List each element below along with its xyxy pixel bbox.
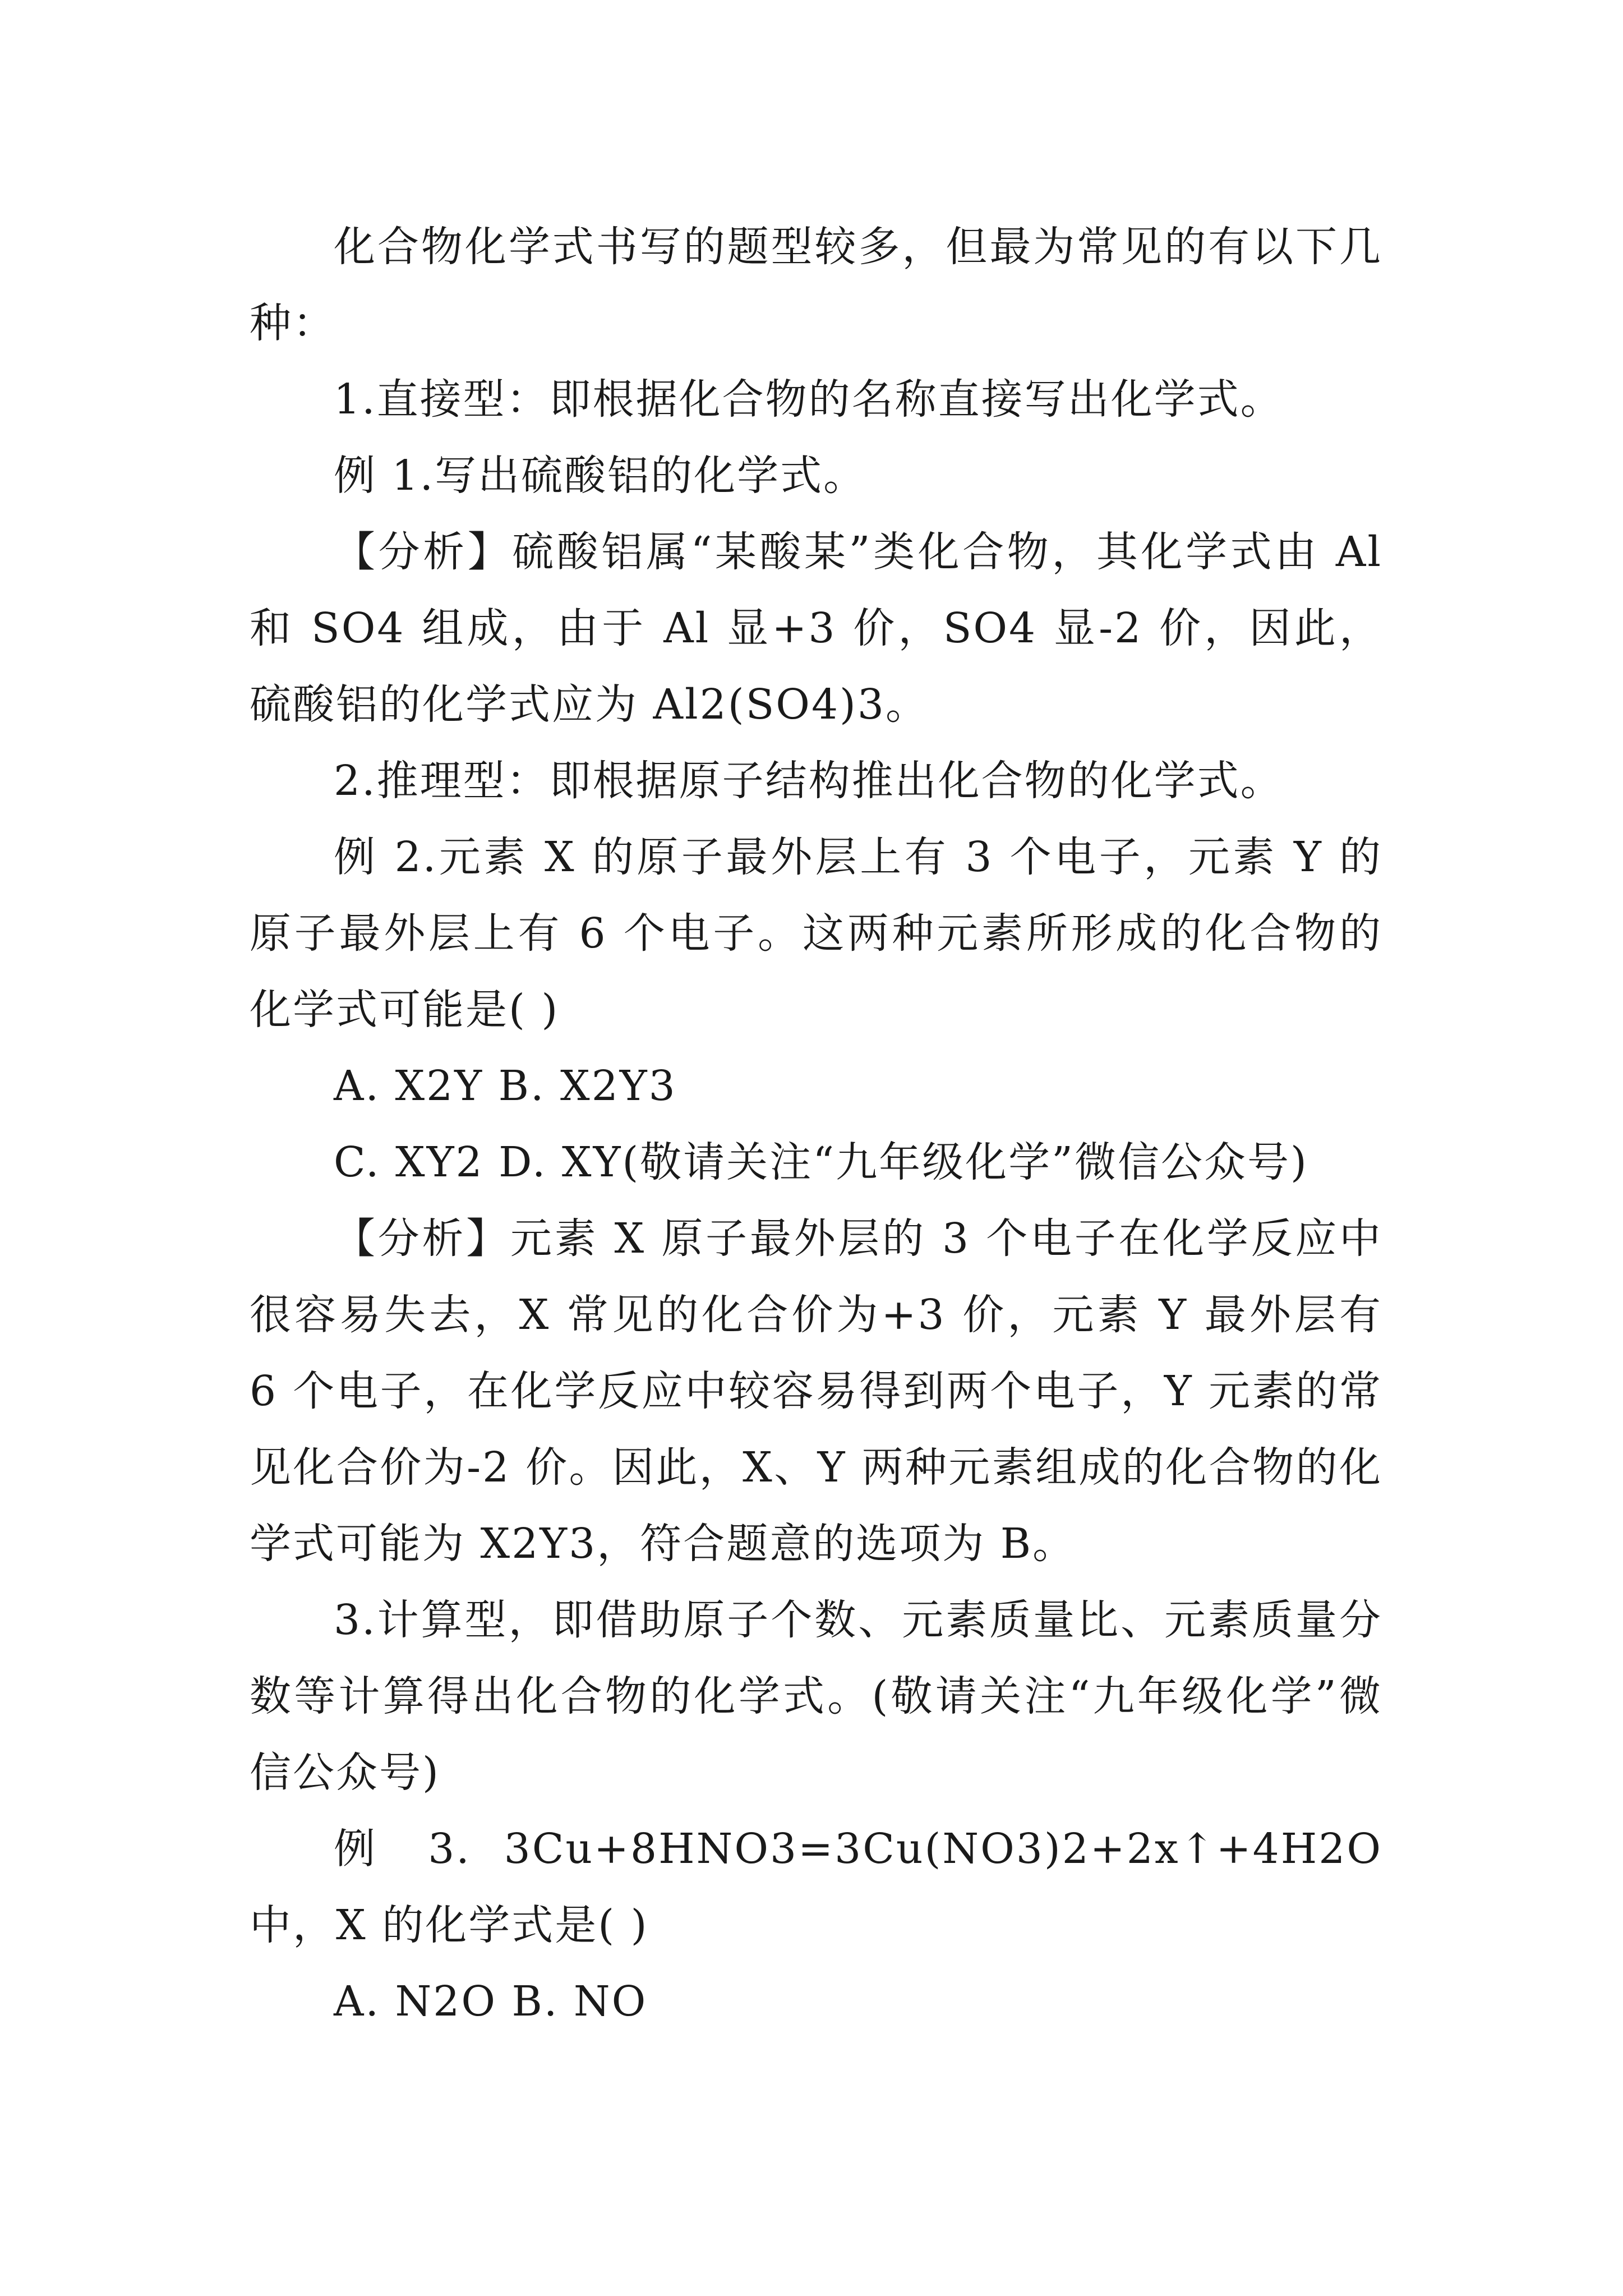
paragraph-type-inference: 2.推理型：即根据原子结构推出化合物的化学式。 [334, 757, 1284, 805]
paragraph-options-cd: C. XY2 D. XY(敬请关注“九年级化学”微信公众号) [334, 1138, 1308, 1186]
paragraph-analysis-2: 【分析】元素 X 原子最外层的 3 个电子在化学反应中很容易失去，X 常见的化合价为+3 价，元素 Y 最外层有 6 个电子，在化学反应中较容易得到两个电子，Y 元素的常见化合价为-2 价。因此，X、Y 两种元素组成的化合物的化学式可能为 X2Y3，符合题意的选项为 B。 [250, 1214, 1382, 1568]
paragraph-analysis-1: 【分析】硫酸铝属“某酸某”类化合物，其化学式由 Al 和 SO4 组成，由于 Al 显+3 价，SO4 显-2 价，因此，硫酸铝的化学式应为 Al2(SO4)3。 [250, 528, 1382, 729]
document-body [250, 209, 1382, 2040]
paragraph-example-1: 例 1.写出硫酸铝的化学式。 [334, 452, 867, 500]
paragraph-example-3: 例 3. 3Cu+8HNO3=3Cu(NO3)2+2x↑+4H2O 中，X 的化学式是( ) [250, 1825, 1382, 1949]
paragraph-example-2: 例 2.元素 X 的原子最外层上有 3 个电子，元素 Y 的原子最外层上有 6 个电子。这两种元素所形成的化合物的化学式可能是( ) [250, 833, 1382, 1034]
paragraph-type-calculation: 3.计算型，即借助原子个数、元素质量比、元素质量分数等计算得出化合物的化学式。(敬请关注“九年级化学”微信公众号) [250, 1596, 1382, 1797]
paragraph-options-3: A. N2O B. NO [334, 1977, 648, 2026]
paragraph-intro: 化合物化学式书写的题型较多，但最为常见的有以下几种： [250, 223, 1382, 347]
paragraph-type-direct: 1.直接型：即根据化合物的名称直接写出化学式。 [334, 375, 1284, 424]
paragraph-options-ab: A. X2Y B. X2Y3 [334, 1062, 677, 1110]
